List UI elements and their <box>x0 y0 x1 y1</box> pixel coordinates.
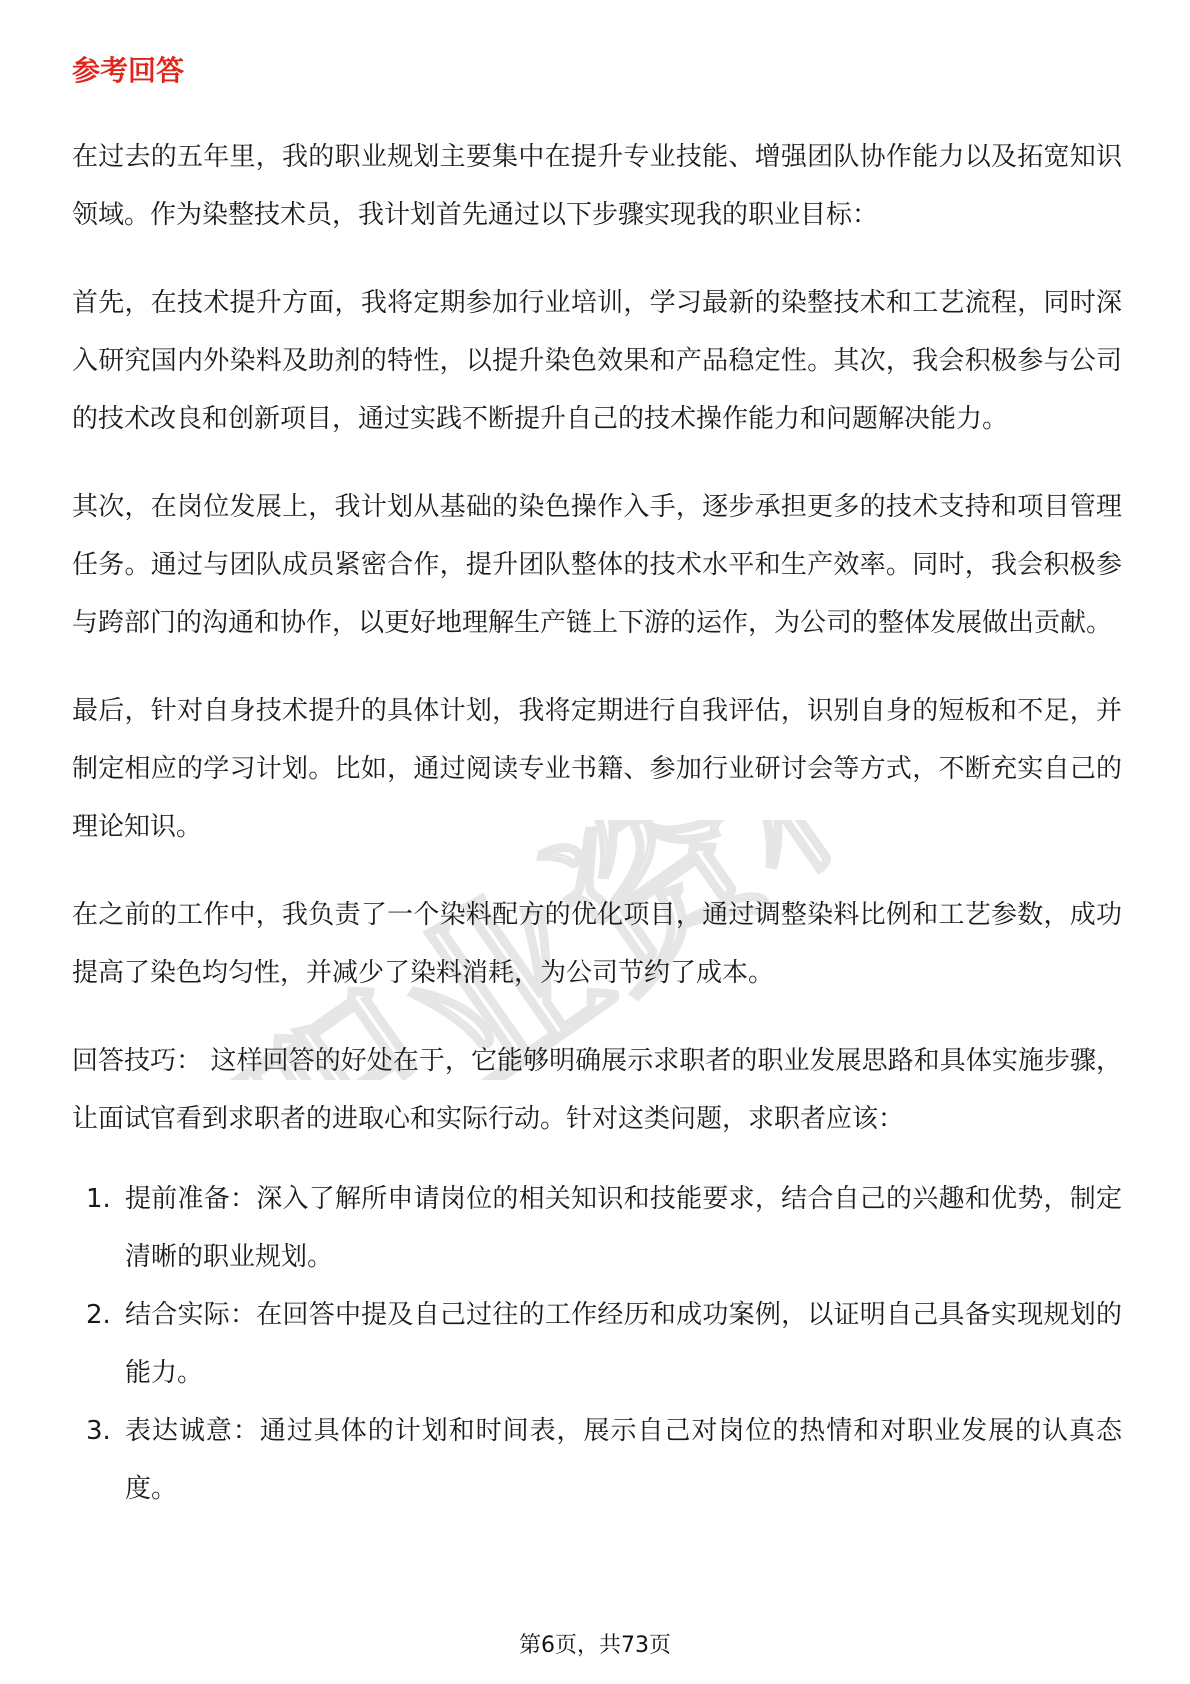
page-footer: 第6页，共73页 <box>519 1633 671 1658</box>
paragraph-plan: 最后，针对自身技术提升的具体计划，我将定期进行自我评估，识别自身的短板和不足，并制定相应的学习计划。比如，通过阅读专业书籍、参加行业研讨会等方式，不断充实自己的理论知识。 <box>72 696 1122 842</box>
list-item <box>72 1402 1122 1518</box>
list-item <box>72 1170 1122 1286</box>
paragraph-technical: 首先，在技术提升方面，我将定期参加行业培训，学习最新的染整技术和工艺流程，同时深入研究国内外染料及助剂的特性，以提升染色效果和产品稳定性。其次，我会积极参与公司的技术改良和创新项目，通过实践不断提升自己的技术操作能力和问题解决能力。 <box>72 288 1122 434</box>
list-item-number: 2. <box>86 1300 111 1330</box>
paragraph-experience: 在之前的工作中，我负责了一个染料配方的优化项目，通过调整染料比例和工艺参数，成功提高了染色均匀性，并减少了染料消耗，为公司节约了成本。 <box>72 900 1122 988</box>
list-item-number: 1. <box>86 1184 111 1214</box>
paragraph-position: 其次，在岗位发展上，我计划从基础的染色操作入手，逐步承担更多的技术支持和项目管理任务。通过与团队成员紧密合作，提升团队整体的技术水平和生产效率。同时，我会积极参与跨部门的沟通和协作，以更好地理解生产链上下游的运作，为公司的整体发展做出贡献。 <box>72 492 1122 638</box>
content-area <box>72 48 1122 1518</box>
section-title: 参考回答 <box>72 54 185 87</box>
list-item <box>72 1286 1122 1402</box>
list-item-text: 表达诚意：通过具体的计划和时间表，展示自己对岗位的热情和对职业发展的认真态度。 <box>125 1416 1122 1504</box>
paragraph-tips-intro: 回答技巧： 这样回答的好处在于，它能够明确展示求职者的职业发展思路和具体实施步骤，让面试官看到求职者的进取心和实际行动。针对这类问题，求职者应该： <box>72 1046 1122 1134</box>
list-item-text: 结合实际：在回答中提及自己过往的工作经历和成功案例，以证明自己具备实现规划的能力。 <box>125 1300 1122 1388</box>
tips-list <box>72 1170 1122 1518</box>
list-item-text: 提前准备：深入了解所申请岗位的相关知识和技能要求，结合自己的兴趣和优势，制定清晰的职业规划。 <box>125 1184 1122 1272</box>
paragraph-intro: 在过去的五年里，我的职业规划主要集中在提升专业技能、增强团队协作能力以及拓宽知识领域。作为染整技术员，我计划首先通过以下步骤实现我的职业目标： <box>72 142 1122 230</box>
list-item-number: 3. <box>86 1416 111 1446</box>
